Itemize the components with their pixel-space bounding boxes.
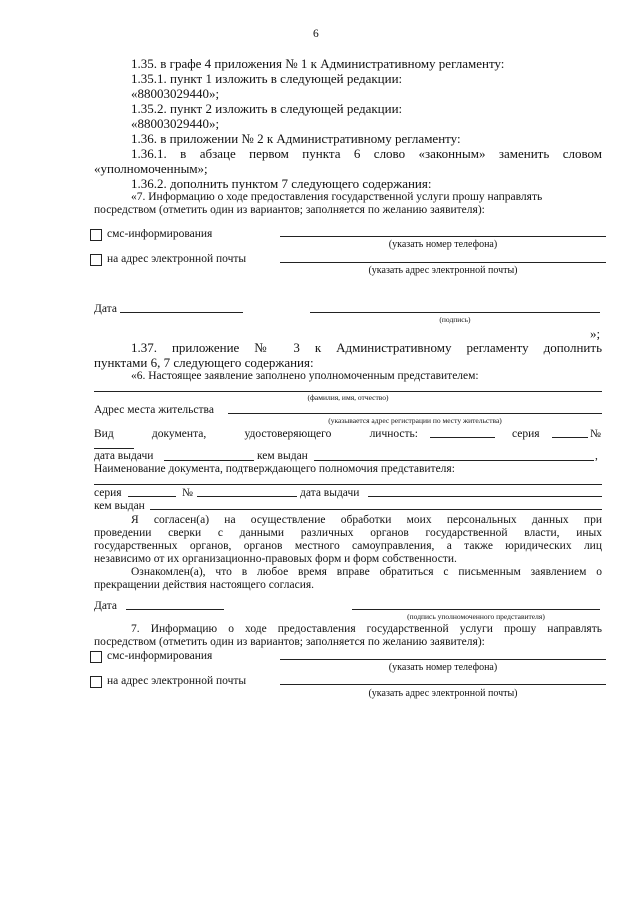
phone-caption: (указать номер телефона) bbox=[388, 239, 498, 250]
email-checkbox[interactable] bbox=[90, 254, 102, 266]
date-input-line[interactable] bbox=[120, 312, 243, 313]
sms-checkbox[interactable] bbox=[90, 229, 102, 241]
email-option-label: на адрес электронной почты bbox=[107, 253, 247, 265]
para-1-36-1-line1: 1.36.1. в абзаце первом пункта 6 слово «законным» заменить словом bbox=[131, 146, 602, 161]
email-input-line-2[interactable] bbox=[280, 684, 606, 685]
doc-type-label: Вид документа, удостоверяющего личность: bbox=[94, 428, 418, 440]
issued-by-label: кем выдан bbox=[257, 450, 308, 462]
aware-line1: Ознакомлен(а), что в любое время вправе обратиться с письменным заявлением о bbox=[131, 566, 602, 578]
rep-series-input-line[interactable] bbox=[128, 496, 176, 497]
para-1-35-1: 1.35.1. пункт 1 изложить в следующей редакции: bbox=[131, 71, 403, 86]
number-input-line[interactable] bbox=[94, 448, 134, 449]
para-1-37-line1: 1.37. приложение № 3 к Административному регламенту дополнить bbox=[131, 340, 602, 355]
para-1-36-2: 1.36.2. дополнить пунктом 7 следующего содержания: bbox=[131, 176, 432, 191]
doc-name-label: Наименование документа, подтверждающего полномочия представителя: bbox=[94, 463, 455, 475]
item6-text: «6. Настоящее заявление заполнено уполномоченным представителем: bbox=[131, 370, 479, 382]
rep-number-sign: № bbox=[182, 487, 193, 499]
rep-issued-by-input-line[interactable] bbox=[150, 509, 602, 510]
series-label: серия bbox=[512, 428, 540, 440]
phone-input-line[interactable] bbox=[280, 236, 606, 237]
address-input-line[interactable] bbox=[228, 413, 602, 414]
rep-series-label: серия bbox=[94, 487, 122, 499]
sms-checkbox-2[interactable] bbox=[90, 651, 102, 663]
issue-date-label: дата выдачи bbox=[94, 450, 154, 462]
item7-intro-line2: посредством (отметить один из вариантов; заполняется по желанию заявителя): bbox=[94, 204, 485, 216]
email-option-label-2: на адрес электронной почты bbox=[107, 675, 247, 687]
rep-date-label: Дата bbox=[94, 600, 117, 612]
consent-line4: независимо от их организационно-правовых форм и форм собственности. bbox=[94, 553, 457, 565]
para-1-35: 1.35. в графе 4 приложения № 1 к Административному регламенту: bbox=[131, 56, 505, 71]
rep-number-input-line[interactable] bbox=[197, 496, 297, 497]
email-input-line[interactable] bbox=[280, 262, 606, 263]
phone-input-line-2[interactable] bbox=[280, 659, 606, 660]
issue-date-input-line[interactable] bbox=[164, 460, 254, 461]
issued-by-input-line[interactable] bbox=[314, 460, 594, 461]
sms-option-label-2: смс-информирования bbox=[107, 650, 213, 662]
rep-issued-by-label: кем выдан bbox=[94, 500, 145, 512]
comma: , bbox=[595, 450, 598, 462]
para-1-36: 1.36. в приложении № 2 к Административному регламенту: bbox=[131, 131, 461, 146]
phone-value-a: «88003029440»; bbox=[131, 86, 220, 101]
consent-line3: государственных органов, органов местного самоуправления, а также юридических лиц bbox=[94, 540, 602, 552]
rep-date-input-line[interactable] bbox=[126, 609, 224, 610]
email-checkbox-2[interactable] bbox=[90, 676, 102, 688]
signature-caption: (подпись) bbox=[439, 315, 471, 324]
fio-input-line[interactable] bbox=[94, 391, 602, 392]
page-number: 6 bbox=[313, 28, 319, 40]
email-caption: (указать адрес электронной почты) bbox=[368, 265, 518, 276]
date-label: Дата bbox=[94, 303, 117, 315]
doc-name-input-line[interactable] bbox=[94, 484, 602, 485]
consent-line1: Я согласен(а) на осуществление обработки моих персональных данных при bbox=[131, 514, 602, 526]
phone-caption-2: (указать номер телефона) bbox=[388, 662, 498, 673]
address-label: Адрес места жительства bbox=[94, 404, 214, 416]
para-1-36-1-line2: «уполномоченным»; bbox=[94, 161, 208, 176]
item7b-line2: посредством (отметить один из вариантов; заполняется по желанию заявителя): bbox=[94, 636, 485, 648]
rep-issue-date-input-line[interactable] bbox=[368, 496, 602, 497]
series-input-line[interactable] bbox=[552, 437, 588, 438]
sms-option-label: смс-информирования bbox=[107, 228, 213, 240]
phone-value-b: «88003029440»; bbox=[131, 116, 220, 131]
para-1-35-2: 1.35.2. пункт 2 изложить в следующей редакции: bbox=[131, 101, 403, 116]
address-caption: (указывается адрес регистрации по месту жительства) bbox=[328, 416, 502, 425]
rep-signature-caption: (подпись уполномоченного представителя) bbox=[407, 612, 545, 621]
number-sign: № bbox=[590, 428, 601, 440]
rep-signature-line[interactable] bbox=[352, 609, 600, 610]
para-1-37-line2: пунктами 6, 7 следующего содержания: bbox=[94, 355, 314, 370]
quote-end: »; bbox=[590, 326, 601, 341]
doc-type-input-line[interactable] bbox=[430, 437, 495, 438]
item7-intro-line1: «7. Информацию о ходе предоставления государственной услуги прошу направлять bbox=[131, 191, 543, 203]
item7b-line1: 7. Информацию о ходе предоставления государственной услуги прошу направлять bbox=[131, 623, 602, 635]
fio-caption: (фамилия, имя, отчество) bbox=[307, 393, 389, 402]
rep-issue-date-label: дата выдачи bbox=[300, 487, 360, 499]
signature-line[interactable] bbox=[310, 312, 600, 313]
aware-line2: прекращении действия настоящего согласия. bbox=[94, 579, 315, 591]
consent-line2: проведении сверки с данными различных органов государственной власти, иных bbox=[94, 527, 602, 539]
email-caption-2: (указать адрес электронной почты) bbox=[368, 688, 518, 699]
